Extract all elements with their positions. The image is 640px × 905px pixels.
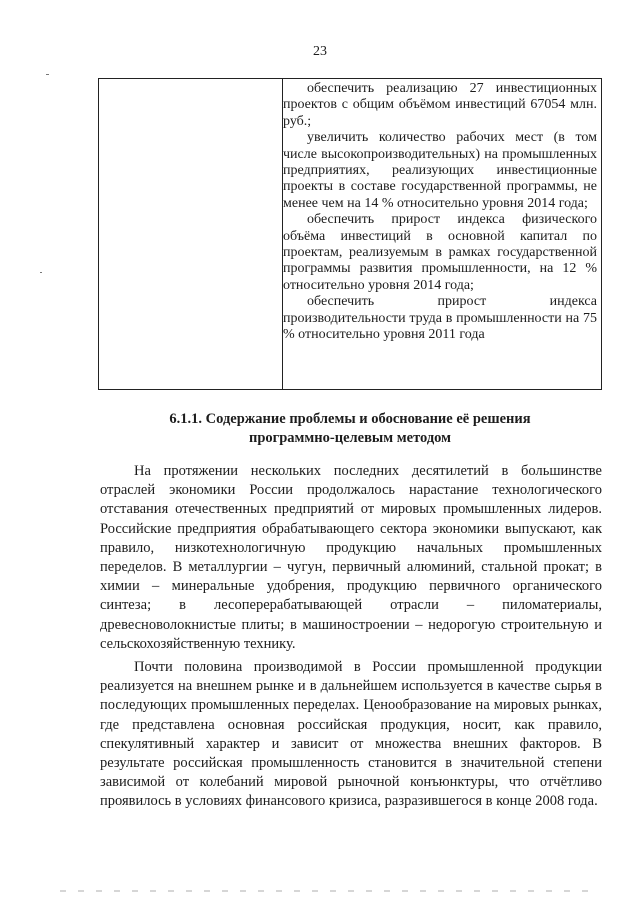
table-left-cell bbox=[99, 79, 283, 389]
section-heading-line: 6.1.1. Содержание проблемы и обоснование её решения bbox=[169, 411, 531, 427]
scan-mark bbox=[46, 74, 49, 75]
body-paragraph: На протяжении нескольких последних десятилетий в большинстве отраслей экономики России продолжалось нарастание технологического отставания отечественных предприятий от мировых промышленных лидеров. Российские предприятия обрабатывающего сектора экономики выпускают, как правило, низкотехнологичную продукцию начальных промышленных переделов. В металлургии – чугун, первичный алюминий, стальной прокат; в химии – минеральные удобрения, продукцию первичного органического синтеза; в лесоперерабатывающей отрасли – пиломатериалы, древесноволокнистые плиты; в машиностроении – недорогую строительную и сельскохозяйственную технику. bbox=[100, 463, 602, 652]
target-item: обеспечить реализацию 27 инвестиционных проектов с общим объёмом инвестиций 67054 млн. руб.; bbox=[283, 81, 597, 129]
page-number: 23 bbox=[313, 44, 327, 59]
section-heading-line: программно-целевым методом bbox=[248, 430, 452, 446]
body-paragraph: Почти половина производимой в России промышленной продукции реализуется на внешнем рынке и в дальнейшем используется в качестве сырья в последующих промышленных переделах. Ценообразование на мировых рынках, где представлена основная российская продукция, носит, как правило, спекулятивный характер и зависит от множества внешних факторов. В результате российская промышленность становится в значительной степени зависимой от колебаний мировой рыночной конъюнктуры, что отчётливо проявилось в условиях финансового кризиса, разразившегося в конце 2008 года. bbox=[100, 659, 602, 810]
scan-mark bbox=[40, 272, 42, 273]
scan-noise bbox=[60, 890, 600, 892]
target-item: обеспечить прирост индекса производительности труда в промышленности на 75 % относительно уровня 2011 года bbox=[283, 294, 597, 343]
section-heading bbox=[100, 410, 600, 448]
table-right-cell bbox=[283, 81, 597, 344]
target-item: обеспечить прирост индекса физического объёма инвестиций в основной капитал по проектам, реализуемым в рамках государственной программы развития промышленности, на 12 % относительно уровня 2014 года; bbox=[283, 212, 597, 293]
target-item: увеличить количество рабочих мест (в том числе высокопроизводительных) на промышленных предприятиях, реализующих инвестиционные проекты в составе государственной программы, не менее чем на 14 % относительно уровня 2014 года; bbox=[283, 130, 597, 211]
body-text bbox=[100, 462, 602, 816]
targets-table bbox=[98, 78, 602, 390]
